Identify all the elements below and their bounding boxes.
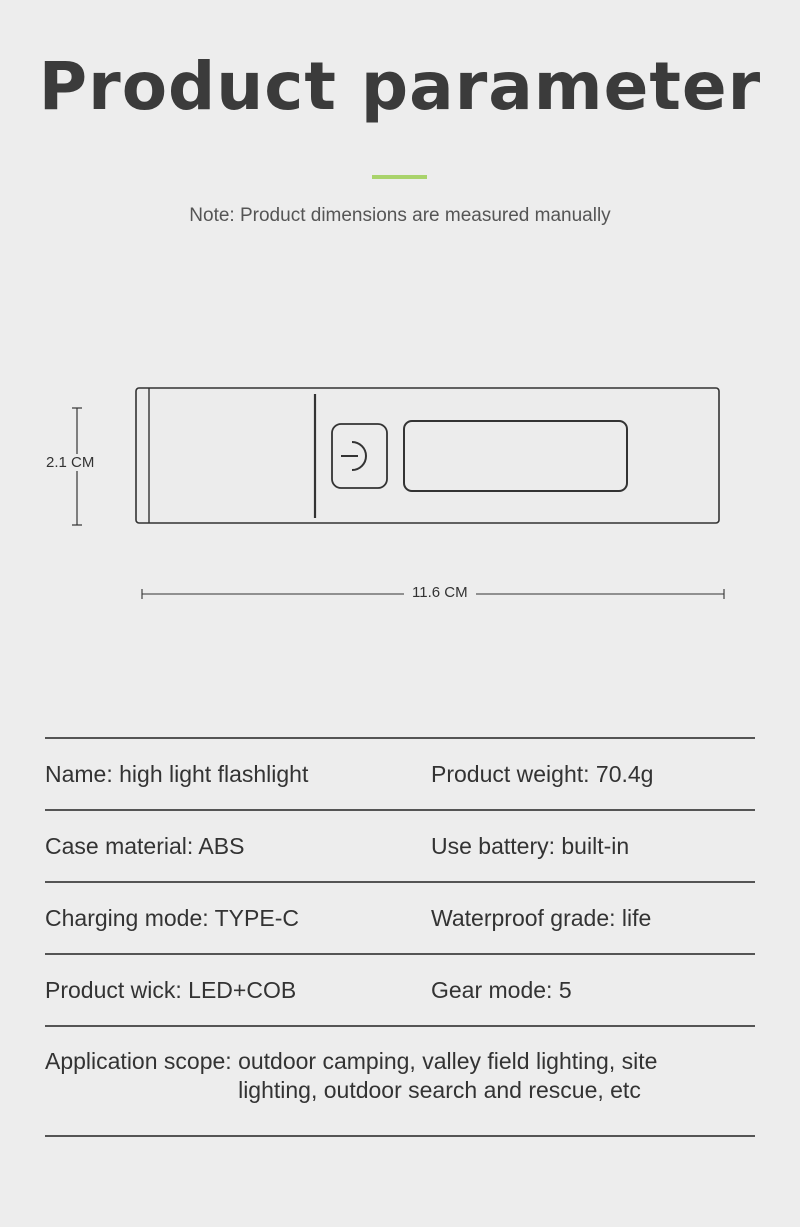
spec-scope bbox=[45, 1027, 708, 1105]
title-accent-bar bbox=[372, 175, 427, 179]
spec-charging-mode: Charging mode: TYPE-C bbox=[45, 904, 299, 931]
spec-row bbox=[45, 809, 755, 881]
spec-row bbox=[45, 953, 755, 1025]
flashlight-drawing bbox=[0, 370, 800, 620]
spec-wick: Product wick: LED+COB bbox=[45, 976, 297, 1003]
spec-case-material: Case material: ABS bbox=[45, 832, 245, 859]
flashlight-body bbox=[136, 388, 719, 523]
length-label: 11.6 CM bbox=[404, 584, 476, 601]
scope-value: outdoor camping, valley field lighting, site lighting, outdoor search and rescue, etc bbox=[238, 1048, 658, 1103]
product-diagram bbox=[0, 370, 800, 620]
spec-gear-mode: Gear mode: 5 bbox=[431, 976, 572, 1003]
spec-row bbox=[45, 881, 755, 953]
height-label: 2.1 CM bbox=[46, 454, 95, 471]
spec-row bbox=[45, 737, 755, 809]
spec-waterproof-grade: Waterproof grade: life bbox=[431, 904, 652, 931]
spec-battery: Use battery: built-in bbox=[431, 832, 630, 859]
page-title: Product parameter bbox=[38, 48, 762, 125]
spec-table bbox=[45, 737, 755, 1137]
scope-label: Application scope: bbox=[45, 1048, 239, 1074]
spec-row-scope bbox=[45, 1025, 755, 1137]
spec-name: Name: high light flashlight bbox=[45, 760, 309, 787]
measurement-note: Note: Product dimensions are measured manually bbox=[189, 205, 611, 226]
spec-weight: Product weight: 70.4g bbox=[431, 760, 654, 787]
